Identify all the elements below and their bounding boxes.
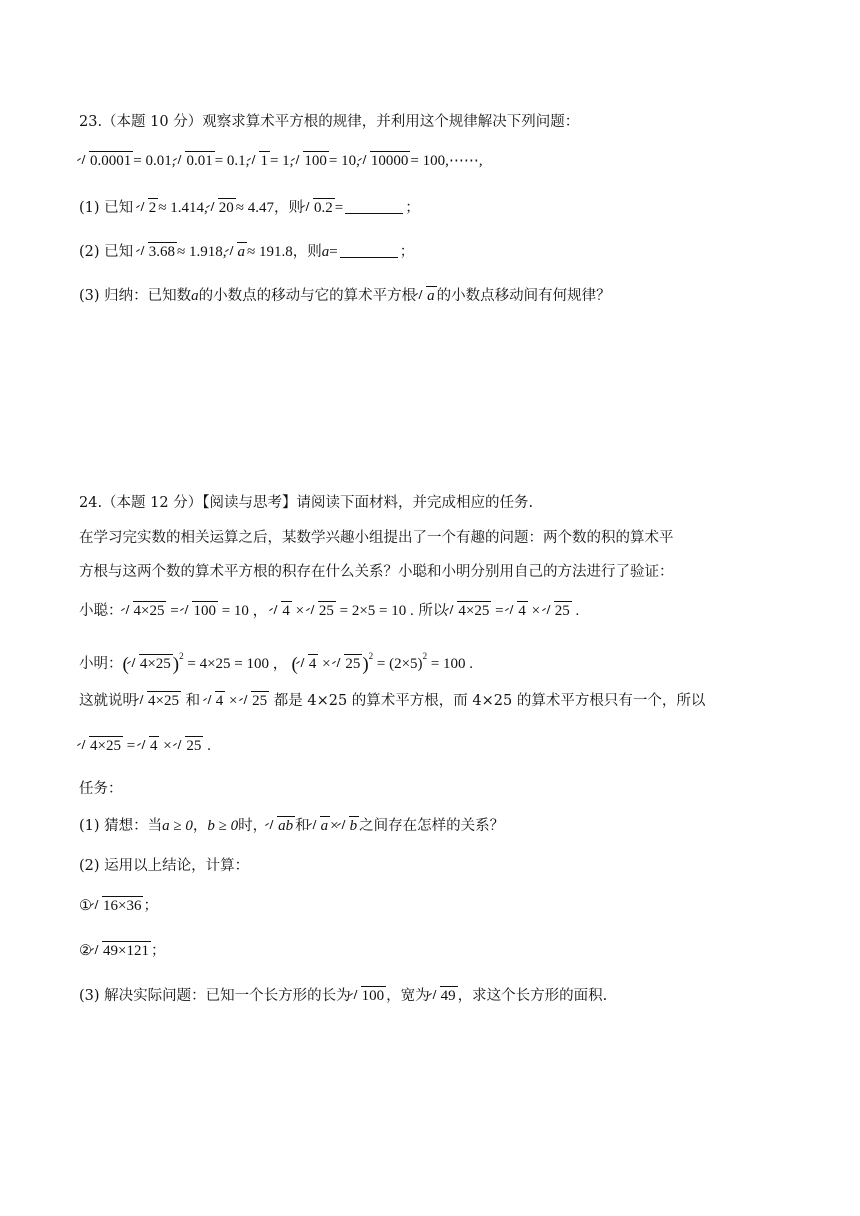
sqrt-expr: 4 [206,690,226,712]
label: 小明： [79,656,123,672]
answer-blank-1[interactable] [345,199,403,214]
sqrt-expr: 100 [183,600,218,622]
value: ≈ 191.8 [247,244,293,260]
condition: a ≥ 0 [162,818,193,834]
text: ； [399,244,415,260]
q23-pattern [79,150,483,172]
sqrt-expr: 25 [309,600,336,622]
text: 和 [185,693,201,709]
sqrt-expr: 4×25 [80,735,123,757]
sqrt-expr: 100 [352,985,387,1007]
task-1: (1) 猜想：当a ≥ 0，b ≥ 0时， ab 和 a × b 之间存在怎样的关系？ [79,815,504,837]
label: 小聪： [79,603,123,619]
q24-intro-2 [79,561,674,583]
equals: = [334,200,344,216]
q24-header-text: 24.（本题 12 分）【阅读与思考】请阅读下面材料，并完成相应的任务. [79,495,534,511]
xiaoming-line: 小明：( 4×25 )$^2$ = 4×25 = 100 ， ( 4 × 25 )$^2 = (2\times 5)^2 = 100$ . [79,651,474,675]
q23-part1 [79,197,420,219]
text: (3) 归纳：已知数 [79,288,192,304]
sqrt-expr: a [311,815,331,837]
sqrt-expr: 3.68 [139,241,177,263]
paragraph-text: 方根与这两个数的算术平方根的积存在什么关系？小聪和小明分别用自己的方法进行了验证： [79,564,674,580]
q23-part3 [79,285,611,307]
value: ≈ 4.47 [235,200,274,216]
value: ≈ 1.414, [158,200,208,216]
text: ，则 [292,244,322,260]
sqrt-expr: 49×121 [93,940,151,962]
text: 任务： [79,781,123,797]
value: ≈ 1.918, [177,244,227,260]
value: = 10, [328,153,360,169]
sqrt-expr: a [417,285,437,307]
text: 的小数点移动间有何规律？ [436,288,611,304]
sqrt-expr: 25 [335,653,362,675]
sqrt-expr: 4 [508,600,528,622]
sqrt-expr: 16×36 [93,895,143,917]
sqrt-expr: ab [268,815,295,837]
sqrt-expr: 25 [242,690,269,712]
sqrt-expr: 4 [272,600,292,622]
conclusion-line: 4×25 = 4 × 25 . [79,735,211,757]
value: = 0.1, [214,153,250,169]
task-2-item-1: ① 16×36 ； [79,895,158,917]
text: (2) 运用以上结论，计算： [79,858,250,874]
sqrt-expr: 25 [176,735,203,757]
q23-header-text: 23.（本题 10 分）观察求算术平方根的规律，并利用这个规律解决下列问题： [79,114,580,130]
sqrt-expr: 4×25 [138,690,181,712]
paragraph-text: 在学习完实数的相关运算之后，某数学兴趣小组提出了一个有趣的问题：两个数的积的算术平 [79,530,674,546]
q24-intro-1 [79,527,674,549]
circled-2-icon: ② [79,943,92,959]
part-label: (2) 已知 [79,244,134,260]
q24-header [79,492,533,514]
text: ，求这个长方形的面积. [457,988,608,1004]
value: = 100,⋯⋯, [410,153,483,169]
sqrt-expr: 10000 [361,150,411,172]
text: ，则 [273,200,303,216]
circled-1-icon: ① [79,898,92,914]
sqrt-expr: 0.01 [176,150,214,172]
sqrt-expr: 0.0001 [80,150,133,172]
task-label [79,778,123,800]
text: 都是 4×25 的算术平方根，而 4×25 的算术平方根只有一个，所以 [273,693,706,709]
text: 这就说明 [79,693,137,709]
sqrt-expr: 25 [545,600,572,622]
task-2 [79,855,249,877]
sqrt-expr: 2 [139,197,159,219]
answer-blank-2[interactable] [340,243,398,258]
sqrt-expr: 4×25 [130,653,173,675]
text: 所以 [418,603,448,619]
sqrt-expr: b [340,815,360,837]
text: 的小数点的移动与它的算术平方根 [198,288,417,304]
sqrt-expr: a [228,241,248,263]
sqrt-expr: 4×25 [448,600,491,622]
text: (1) 猜想：当 [79,818,163,834]
text: 时， [238,818,268,834]
sqrt-expr: 4 [299,653,319,675]
condition: b ≥ 0 [207,818,239,834]
text: ； [405,200,420,216]
sqrt-expr: 20 [209,197,236,219]
variable: a [191,288,199,304]
sqrt-expr: 0.2 [304,197,335,219]
sqrt-expr: 1 [250,150,270,172]
variable: a [321,244,330,260]
text: 之间存在怎样的关系？ [359,818,505,834]
task-2-item-2: ② 49×121 ； [79,940,165,962]
text: 和 [295,818,310,834]
q23-part2 [79,241,414,263]
text: (3) 解决实际问题：已知一个长方形的长为 [79,988,351,1004]
explanation-line: 这就说明 4×25 和 4 × 25 都是 4×25 的算术平方根，而 4×25 的算术平方根只有一个，所以 [79,690,705,712]
sqrt-expr: 49 [431,985,458,1007]
sqrt-expr: 100 [294,150,329,172]
sqrt-expr: 4 [140,735,160,757]
task-3 [79,985,607,1007]
xiaocong-line: 小聪： 4×25 = 100 = 10 ， 4 × 25 = 2×5 = 10 . 所以 4×25 = 4 × 25 . [79,600,579,622]
part-label: (1) 已知 [79,200,134,216]
sqrt-expr: 4×25 [124,600,167,622]
value: = 0.01, [133,153,176,169]
equals: = [329,244,338,260]
q23-header [79,111,579,133]
text: ，宽为 [386,988,430,1004]
value: = 1, [269,153,294,169]
